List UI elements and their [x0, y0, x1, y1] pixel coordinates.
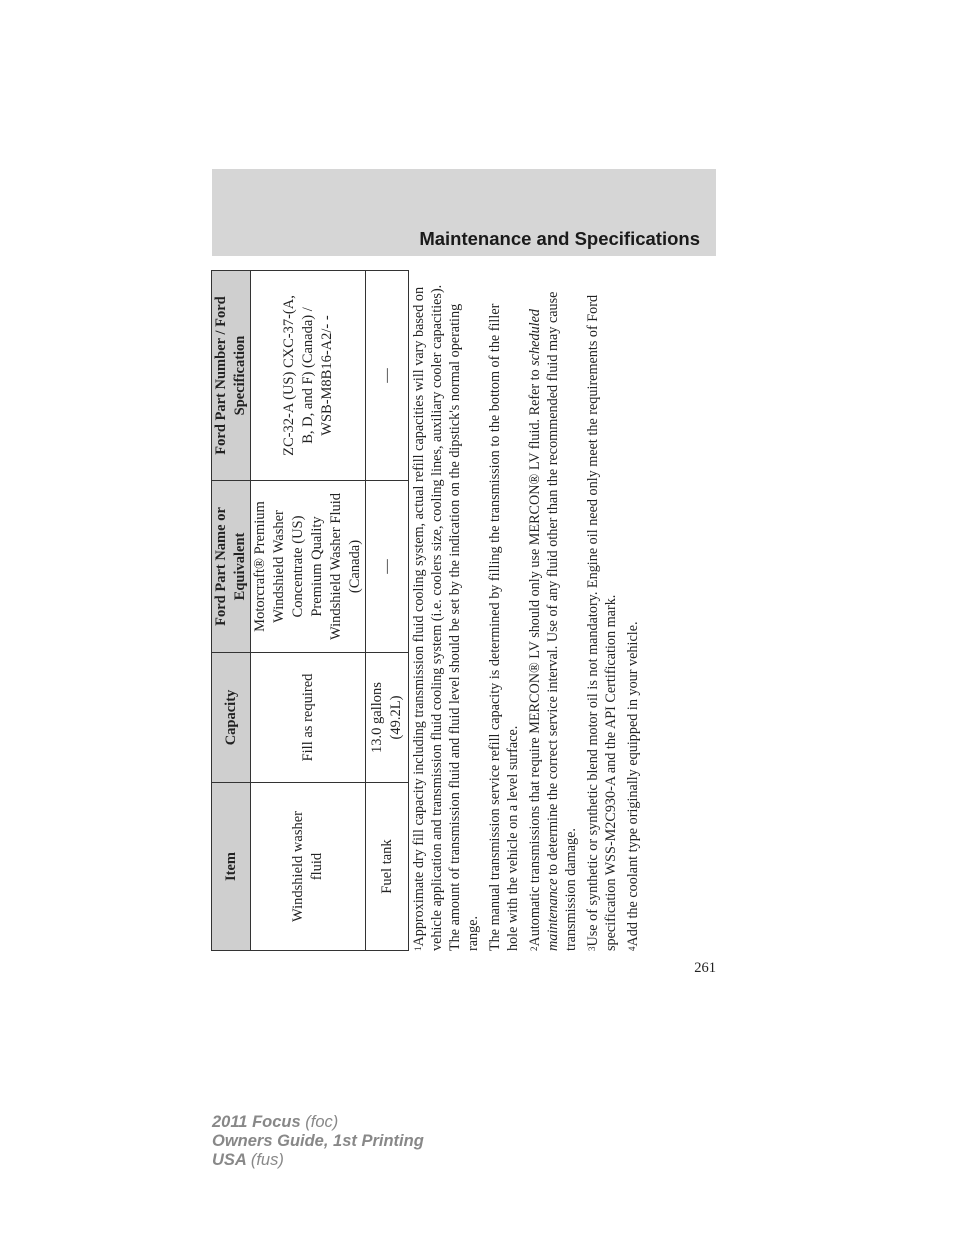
footnote-text: Automatic transmissions that require MERCON® LV should only use MERCON® LV fluid. Refer to: [527, 365, 543, 947]
table-row: [251, 271, 366, 951]
footer-line: [212, 1113, 424, 1132]
column-header-item: Item: [212, 783, 251, 951]
footnote: [584, 279, 620, 951]
section-title: Maintenance and Specifications: [419, 228, 700, 249]
cell-part-name: —: [366, 481, 409, 653]
footnote: [624, 279, 642, 951]
cell-part-number: ZC-32-A (US) CXC-37-(A, B, D, and F) (Canada) / WSB-M8B16-A2/- -: [251, 271, 366, 481]
footer-model: 2011 Focus: [212, 1113, 301, 1131]
footnote-marker: 3: [587, 946, 597, 951]
footnote-marker: 1: [413, 946, 423, 951]
footnote: [410, 279, 482, 951]
footnote-text: Approximate dry fill capacity including transmission fluid cooling system, actual refill capacities will vary based on vehicle application and transmission fluid cooling system (i.e. coolers size, cooling lines, auxiliary cooler capacities). The amount of transmission fluid and fluid level should be set by the indication on the dipstick's normal operating range.: [411, 284, 481, 951]
footer-line: [212, 1151, 424, 1170]
footer-line: Owners Guide, 1st Printing: [212, 1132, 424, 1150]
section-header-band: [212, 169, 716, 256]
footer-code: (fus): [250, 1151, 284, 1169]
footnotes: [410, 279, 646, 951]
table-row: [366, 271, 409, 951]
footnote-text: to determine the correct service interval. Use of any fluid other than the recommended fluid may cause transmission damage.: [545, 291, 579, 951]
footnote-text: The manual transmission service refill capacity is determined by filling the transmission to the bottom of the filler hole with the vehicle on a level surface.: [487, 303, 521, 951]
footnote-text: Use of synthetic or synthetic blend motor oil is not mandatory. Engine oil need only meet the requirements of Ford specification WSS-M2C930-A and the API Certification mark.: [585, 294, 619, 951]
capacities-table: [211, 270, 409, 951]
footnote-marker: 4: [627, 946, 637, 951]
page-number: 261: [694, 960, 716, 976]
footer-market: USA: [212, 1151, 247, 1169]
cell-item: Windshield washer fluid: [251, 783, 366, 951]
cell-capacity: Fill as required: [251, 653, 366, 783]
table-header-row: [212, 271, 251, 951]
rotated-content: [211, 271, 641, 951]
cell-part-name: Motorcraft® Premium Windshield Washer Concentrate (US) Premium Quality Windshield Washer Fluid (Canada): [251, 481, 366, 653]
footnote-emphasis: scheduled maintenance: [527, 309, 561, 951]
footnote: [526, 279, 580, 951]
footer-code: (foc): [305, 1113, 339, 1131]
cell-item: Fuel tank: [366, 783, 409, 951]
column-header-part-number: Ford Part Number / Ford Specification: [212, 271, 251, 481]
column-header-part-name: Ford Part Name or Equivalent: [212, 481, 251, 653]
footnote-text: Add the coolant type originally equipped in your vehicle.: [625, 621, 641, 947]
column-header-capacity: Capacity: [212, 653, 251, 783]
print-footer: [212, 1113, 424, 1170]
cell-capacity: 13.0 gallons (49.2L): [366, 653, 409, 783]
footnote: [486, 279, 522, 951]
cell-part-number: —: [366, 271, 409, 481]
footnote-marker: 2: [529, 946, 539, 951]
